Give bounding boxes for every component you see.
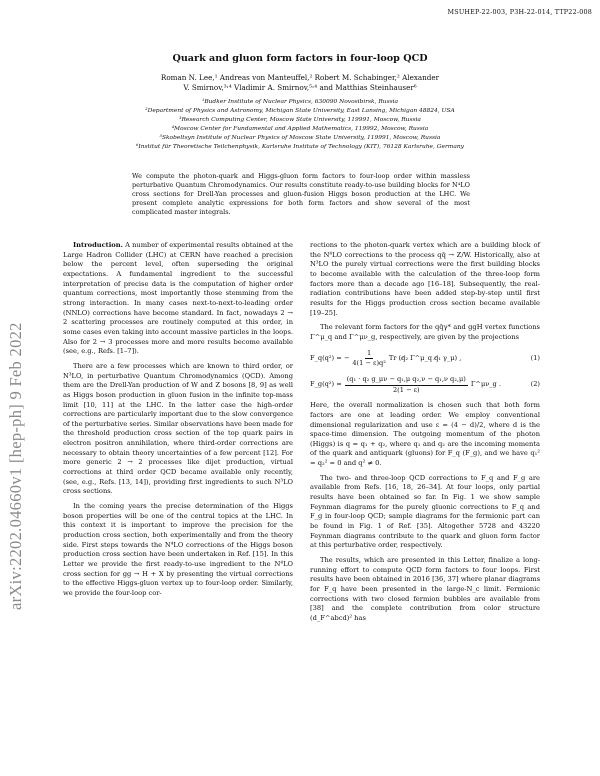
affiliation: ⁴Moscow Center for Fundamental and Applied Mathematics, 119992, Moscow, Russia	[171, 125, 429, 132]
eq2-number: (2)	[530, 380, 540, 389]
arxiv-stamp: arXiv:2202.04660v1 [hep-ph] 9 Feb 2022	[6, 322, 25, 610]
report-numbers: MSUHEP-22-003, P3H-22-014, TTP22-008	[447, 8, 592, 16]
eq2-rhs: Γ^μν_g .	[470, 380, 501, 389]
affiliations	[40, 98, 560, 151]
affiliation: ³Research Computing Center, Moscow State University, 119991, Moscow, Russia	[179, 116, 421, 123]
section-heading: Introduction.	[73, 241, 123, 249]
intro-paragraph-3: In the coming years the precise determination of the Higgs boson properties will be one of the central topics at the LHC. In this context it is important to improve the precision for the production cross section, both experimentally and from the theory side. First steps towards the N⁴LO corrections of the Higgs boson production cross section have been undertaken in Ref. [15]. In this Letter we provide the first ready-to-use ingredient to the N⁴LO cross section for gg → H + X by presenting the virtual corrections to the effective Higgs-gluon vertex up to four-loop order. Similarly, we provide the four-loop cor-	[63, 502, 293, 597]
eq2-fraction	[345, 375, 468, 395]
intro-paragraph-2: There are a few processes which are known to third order, or N³LO, in perturbative Quantum Chromodynamics (QCD). Among them are the Drell-Yan production of W and Z bosons [8, 9] as well as Higgs boson production in gluon fusion in the infinite top-mass limit [10, 11] at the LHC. In the latter case the high-order corrections are particularly important due to the slow convergence of the perturbative series. Similar observations have been made for the threshold production cross section of the top quark pairs in electron positron annihilation, where third-order corrections are necessary to obtain theory uncertainties of a few percent [12]. For more generic 2 → 2 processes like dijet production, virtual corrections at third order QCD became available only recently, (see, e.g., Refs. [13, 14]), providing first ingredients to such N³LO cross sections.	[63, 361, 293, 496]
eq1-fraction	[352, 349, 386, 369]
paragraph-projections: The relevant form factors for the qq̄γ* and ggH vertex functions Γ^μ_q and Γ^μν_g, respectively, are given by the projections	[310, 323, 540, 341]
affiliation: ⁵Skobeltsyn Institute of Nuclear Physics of Moscow State University, 119991, Moscow, Russia	[159, 134, 441, 141]
intro-paragraph-1	[63, 241, 293, 357]
left-column	[63, 241, 293, 604]
eq2-lhs: F_g(q²) =	[310, 380, 342, 389]
paper-title: Quark and gluon form factors in four-loop QCD	[172, 53, 428, 64]
eq1-number: (1)	[530, 353, 540, 362]
affiliation: ²Department of Physics and Astronomy, Michigan State University, East Lansing, Michigan 48824, USA	[145, 107, 455, 114]
abstract: We compute the photon-quark and Higgs-gluon form factors to four-loop order within massless perturbative Quantum Chromodynamics. Our results constitute ready-to-use building blocks for N⁴LO cross sections for Drell-Yan processes and gluon-fusion Higgs boson production at the LHC. We present complete analytic expressions for both form factors and show several of the most complicated master integrals.	[132, 172, 470, 216]
eq1-lhs: F_q(q²) = −	[310, 353, 350, 362]
right-column	[310, 241, 540, 629]
authors-line-1: Roman N. Lee,¹ Andreas von Manteuffel,² Robert M. Schabinger,² Alexander	[160, 73, 440, 82]
eq2-denominator: 2(1 − ε)	[392, 385, 420, 394]
paragraph-continued: rections to the photon-quark vertex which are a building block of the N⁴LO corrections to the process qq̄ → Z/W. Historically, also at N³LO the purely virtual corrections were the first building blocks to become available with the calculation of the three-loop form factors more than a decade ago [16–18]. Subsequently, the real-radiation contributions have been added step-by-step until first results for the Higgs production cross section became available [19–25].	[310, 241, 540, 317]
author-list	[90, 73, 510, 93]
affiliation: ¹Budker Institute of Nuclear Physics, 630090 Novosibirsk, Russia	[201, 99, 399, 105]
eq1-numerator: 1	[365, 349, 373, 360]
eq1-denominator: 4(1 − ε)q²	[352, 359, 386, 368]
equation-1	[310, 349, 540, 369]
paragraph-text: A number of experimental results obtained at the Large Hadron Collider (LHC) at CERN have reached a precision below the percent level, often superseding the original expectations. A fundamental ingredient to the successful interpretation of precise data is the computation of higher order quantum corrections, most importantly those stemming from the strong interaction. In many cases next-to-next-to-leading order (NNLO) corrections have become standard. In fact, nowadays 2 → 2 scattering processes are routinely computed at this order, in some cases even taking into account massive particles in the loops. Also for 2 → 3 processes more and more results become available (see, e.g., Refs. [1–7]).	[63, 241, 293, 356]
affiliation: ⁶Institut für Theoretische Teilchenphysik, Karlsruhe Institute of Technology (KIT), 76128 Karlsruhe, Germany	[136, 143, 464, 150]
eq1-rhs: Tr (q̸₂ Γ^μ_q q̸₁ γ_μ) ,	[388, 353, 462, 362]
eq2-numerator: (q₁ · q₂ g_μν − q₁,μ q₂,ν − q₁,ν q₂,μ)	[345, 375, 468, 386]
paragraph-two-three-loop: The two- and three-loop QCD corrections to F_q and F_g are available from Refs. [16, 18, 26–34]. At four loops, only partial results have been obtained so far. In Fig. 1 we show sample Feynman diagrams for the purely gluonic corrections to F_q and F_g in four-loop QCD; sample diagrams for the fermionic part can be found in Fig. 1 of Ref. [35]. Altogether 5728 and 43220 Feynman diagrams contribute to the quark and gluon form factor at this perturbative order, respectively.	[310, 473, 540, 550]
paragraph-results: The results, which are presented in this Letter, finalize a long-running effort to compute QCD form factors to four loops. First results have been obtained in 2016 [36, 37] where planar diagrams for F_q have been presented in the large-N_c limit. Fermionic corrections with two closed fermion bubbles are available from [38] and the complete contribution from color structure (d_F^abcd)² has	[310, 556, 540, 622]
equation-2	[310, 375, 540, 395]
authors-line-2: V. Smirnov,³˒⁴ Vladimir A. Smirnov,⁵˒⁴ and Matthias Steinhauser⁶	[183, 83, 417, 92]
paragraph-normalization: Here, the overall normalization is chosen such that both form factors are one at leading order. We employ conventional dimensional regularization and use ε = (4 − d)/2, where d is the space-time dimension. The outgoing momentum of the photon (Higgs) is q = q₁ + q₂, where q₁ and q₂ are the incoming momenta of the quark and antiquark (gluons) for F_q (F_g), and we have q₁² = q₂² = 0 and q² ≠ 0.	[310, 401, 540, 468]
